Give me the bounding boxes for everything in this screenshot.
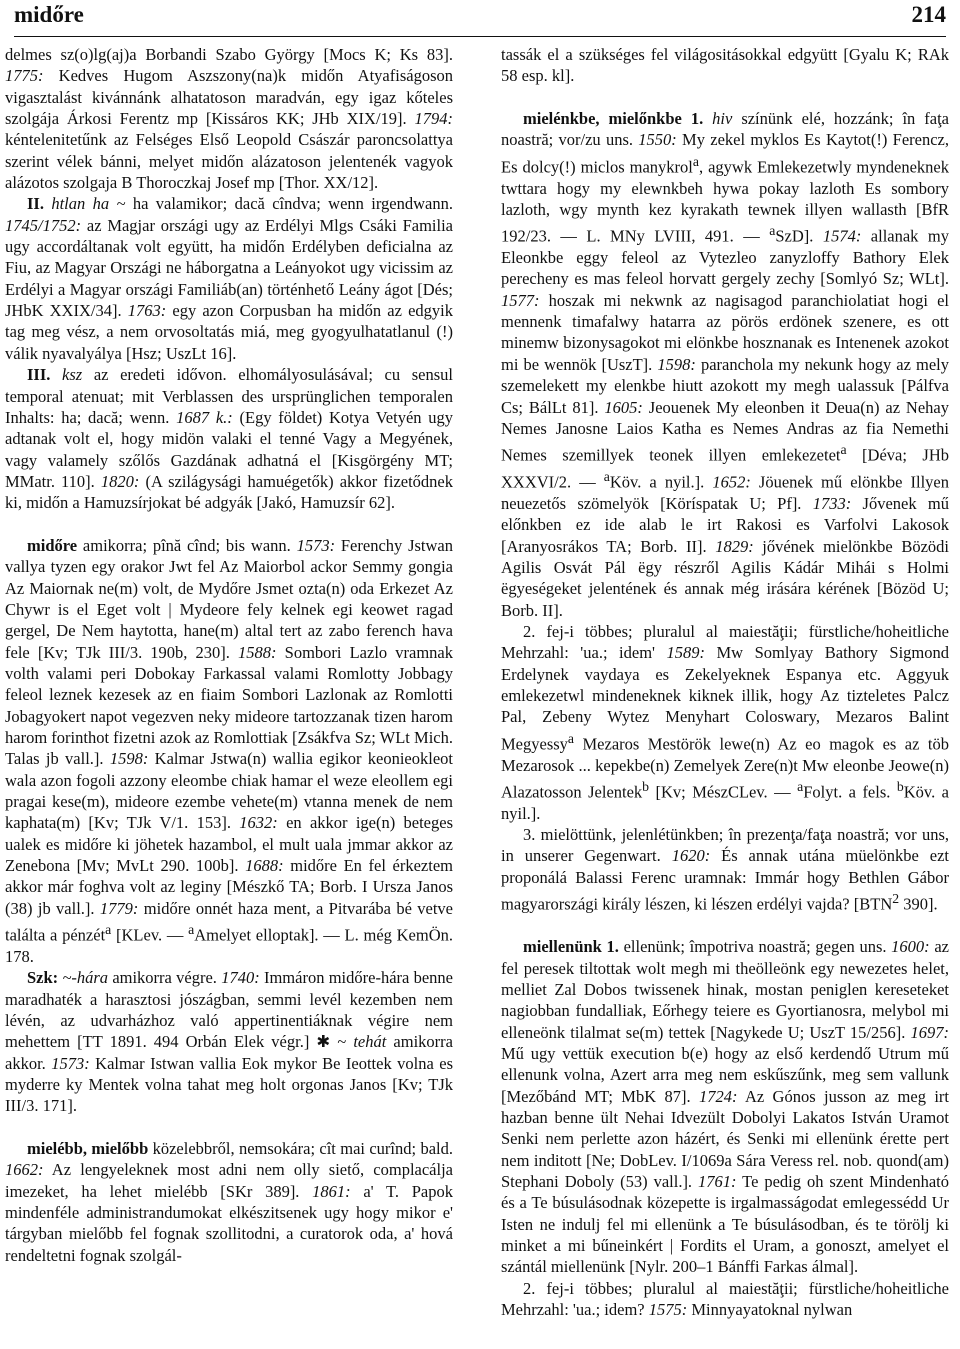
dictionary-paragraph: [5, 1138, 453, 1266]
entry-text: Az Gónos jusson az meg irt hazban benne ült Nehai Idvezült Dobolyi Lakatos István Uramot Senki nem perlette azon házért, és Senki mi ellenünk érette pert nem inditott [Ne; DobLev. I/1069a Sára Veress rel. nob. quond(am) Stephani Doboly (53) vall.].: [501, 1086, 949, 1192]
citation-marker: 1632:: [239, 813, 278, 833]
entry-headword: mielébb, mielőbb: [27, 1139, 149, 1159]
text-columns: [5, 44, 955, 1344]
footnote-marker: b: [896, 778, 904, 794]
entry-text: [Déva; JHb XXXVI/2. —: [501, 445, 949, 492]
entry-text: midőre En fel érkeztem akkor már foghva volt az leginy [Mészkő TA; Borb. I Ursza Janos (38) jb vall.].: [5, 856, 453, 918]
entry-headword: III.: [27, 365, 51, 385]
entry-text: a' T. Papok mindenféle administrandumokat elkészitsenek ugy hogy mikor e' tárgyban mielőbb fel fognak szollitodni, a curatorok oda, a' hová rendeltetni fognak szolgál-: [5, 1181, 453, 1265]
footnote-marker: b: [642, 778, 650, 794]
citation-marker: 1829:: [715, 536, 754, 556]
citation-marker: 1733:: [812, 493, 852, 513]
entry-text: ha valamikor; dacă cîndva; wenn irgendwann.: [125, 194, 453, 214]
citation-marker: 1652:: [712, 472, 751, 492]
entry-text: hoszak mi nekwnk az nagisagod paranchiolatiat hogi el mennenk timafalwy hatarra az pörös erdönek szenere, es ott minemw bizonysagokot mi elönkbe hosznanak es Intenenek azokot mi be wennök [UszT].: [501, 290, 949, 374]
citation-marker: htlan ha ~: [43, 194, 126, 214]
entry-text: Kalmar Jstwa(n) wallia egikor keonieokleot wala azon fogoli azzony eleombe chiak hamar el weze eleollem egi pragai kese(m), mideore ezembe vehete(m) vtanna menek de nem kaphata(m) [Kv; TJk V/1. 153].: [5, 749, 453, 833]
entry-text: jővének mielönkbe Bözödi Agilis Osvát Pál ëgy részről Agilis Kádár Mihái s Holmi ëgyeségeket jelentének és annak még irására kérének [Bözöd U; Borb. II].: [501, 536, 949, 620]
citation-marker: 1761:: [698, 1172, 737, 1192]
footnote-marker: a: [603, 469, 610, 485]
citation-marker: 1574:: [822, 226, 862, 246]
citation-marker: 1697:: [910, 1022, 949, 1042]
entry-text: Folyt. a fels.: [803, 782, 897, 802]
entry-text: amikorra végre.: [108, 968, 222, 988]
citation-marker: 1794:: [414, 109, 453, 129]
entry-text: Az lengyeleknek most adni nem olly siető, complacálja imezeket, ha lehet mielébb [SKr 389].: [5, 1160, 453, 1201]
dictionary-paragraph: [501, 621, 949, 824]
citation-marker: 1620:: [671, 846, 711, 866]
entry-text: SzD].: [775, 226, 823, 246]
entry-text: közelebbről, nemsokára; cît mai curînd; bald.: [148, 1139, 453, 1159]
running-headword: midőre: [14, 2, 84, 27]
entry-text: Köv. a nyil.].: [501, 782, 949, 823]
entry-text: amikorra akkor.: [5, 1032, 453, 1073]
entry-text: , agywk Emlekezetwly myndeneknek twttara hogy my elewnkbeh hywa pokay lazloth Es sombory lazloth, wgy mynth kez kyrakath tewnek illyen wallasth [BfR 192/23. — L. MNy LVIII, 491. —: [501, 157, 949, 246]
citation-marker: 1573:: [296, 535, 336, 555]
citation-marker: hiv: [703, 109, 733, 129]
entry-text: ellenünk; împotriva noastră; gegen uns.: [618, 937, 892, 957]
entry-text: Mezaros Mestörök lewe(n) Az eo magok es az töb Mezarosok ... kepekbe(n) Zemelyek Zere(n)t Mw eleonbe Jeowe(n) Alazatosson Jelentek: [501, 734, 949, 802]
footnote-marker: a: [769, 223, 776, 239]
entry-text: az Magjar országi ugy az Erdélyi Mlgs Csáki Familia ugy accordáltanak volt együtt, ha midőn Erdélyben deficialna az Fiu, az Magyar Országi ne háborgatna a Leányokot ugy vicissim az Erdélyi a Magyar országi Familiáb(an) történhető Leány ágot [Dés; JHbK XXIX/34].: [5, 215, 453, 321]
citation-marker: 1598:: [657, 354, 696, 374]
citation-marker: 1779:: [99, 898, 139, 918]
dictionary-paragraph: [5, 967, 453, 1116]
citation-marker: 1745/1752:: [5, 215, 82, 235]
citation-marker: ksz: [50, 365, 83, 385]
citation-marker: 1598:: [109, 749, 149, 769]
footnote-marker: a: [692, 153, 699, 169]
citation-marker: 1687 k.:: [176, 407, 233, 427]
entry-text: egy azon Corpusban ha midőn az edgyik tag meg vész, a nem orvosoltatás miá, meg gyogyulhatatlanul (!) válik nyavalyálya [Hsz; UszLt 16].: [5, 301, 453, 363]
entry-text: Jöuenek mű elönkbe Illyen neuezetős szömelyök [Köríspatak U; Pf].: [501, 472, 949, 513]
dictionary-paragraph: [501, 108, 949, 621]
citation-marker: 1550:: [638, 130, 677, 150]
entry-text: 2. fej-i többes; pluralul al maiestăţii; fürstliche/hoheitliche Mehrzahl: 'ua.; idem': [501, 621, 949, 663]
entry-headword: miellenünk 1.: [523, 937, 619, 957]
dictionary-paragraph: [501, 824, 949, 915]
entry-text: amikorra; pînă cînd; bis wann.: [77, 535, 297, 555]
entry-text: Köv. a nyil.].: [609, 472, 713, 492]
footnote-marker: a: [797, 778, 804, 794]
footnote-marker: a: [840, 442, 847, 458]
entry-text: színünk elé, hozzánk; în faţa noastră; vor/zu uns.: [501, 109, 949, 150]
citation-marker: 1775:: [5, 66, 44, 86]
running-head: [14, 0, 946, 37]
entry-text: midőre onnét haza ment, a Pitvarába bé vetve találta a pénzét: [5, 898, 453, 945]
entry-text: delmes sz(o)lg(aj)a Borbandi Szabo György [Mocs K; Ks 83].: [5, 45, 453, 64]
citation-marker: 1861:: [312, 1181, 351, 1201]
entry-text: Amelyet elloptak]. — L. még KemÖn. 178.: [5, 925, 453, 966]
entry-text: (Egy földet) Kotya Vetyén ugy adtanak volt el, hogy midön valaki el tenné Vagy a Megyének, vagy valamely szőlős Gazdának adhatná el [Kisgörgény MT; MMatr. 110].: [5, 407, 453, 491]
entry-text: az eredeti idővon. elhomályosulásával; cu sensul temporal atenuat; mit Verblassen des ursprünglichen temporalen Inhalts: ha; dacă; wenn.: [5, 365, 453, 427]
citation-marker: 1573:: [51, 1053, 90, 1073]
entry-text: Mű ugy vettük execution b(e) hogy az első kerdendő Utrum mű ellenunk volna, Azert arra meg nem eskűszűnk, meg sem vallunk [Mezőbánd MT; MbK 87].: [501, 1043, 949, 1106]
entry-text: kéntelenitetűnk az Felséges Első Leopold Császár paroncsolattya szerint vélek bánni, melyet midőn alázatoson jelentenék vagyok alázotos szolgaja B Thoroczkaj Josef mp [Thor. XX/12].: [5, 130, 453, 193]
citation-marker: 1588:: [238, 642, 277, 662]
left-column: [5, 44, 453, 1266]
citation-marker: 1605:: [604, 397, 643, 417]
entry-text: Kedves Hugom Aszszony(na)k midőn Atyafiságoson vigasztalást kivánnánk alhatatoson maradván, egy igaz kőteles szolgája Árkosi Ferentz mp [Kissáros KK; JHb XIX/19].: [5, 66, 453, 129]
entry-text: allanak my Eleonkbe eggy feleol az Vytezleo zanyzloffy Bathory Elek perecheny es mas feleol horvatt gergely zechy [Somlyó Sz; WLt].: [501, 226, 949, 289]
entry-text: en akkor ige(n) beteges ualek es midőre ki jöhetek hazambol, el mult uala jmmar akkor az Zenebona [Mv; MvLt 290. 100b].: [5, 813, 453, 876]
dictionary-paragraph: [5, 364, 453, 513]
footnote-marker: a: [567, 730, 575, 746]
entry-text: Mw Somlyay Bathory Sigmond Erdelynek vaydaya es Zekelyeknek Espanya etc. Aggyuk emlekezetwl mindeneknek kiknek illik, hogy Az tizteletes Palcz Pal, Zebeny Wytez Menyhart Coloswary, Mezaros Balint Megyessy: [501, 643, 949, 754]
dictionary-paragraph: [5, 44, 453, 193]
citation-marker: 1589:: [666, 643, 706, 663]
entry-text: az fel peresek tiltottak wolt megh mi theölleönk egy newezetes helet, melliet Zal Dobos twissenek hinak, mostan peniglen kereseteket nagiobban fundalliak, Eőrhegy teiere es Gyortianosra, melybol mi elleneönk tilalmat se(m) tettek [Nagykede U; UszT 15/256].: [501, 937, 949, 1042]
citation-marker: 1820:: [100, 471, 140, 491]
dictionary-paragraph: [5, 535, 453, 967]
entry-text: Ferenchy Jstwan vallya tyzen egy orakor Jwt fel Az Maiorbol ackor Semmy gongia Az Maiornak ne(m) volt, de Mydőre Jsmet ozta(n) oda Erkezet Az Chywr is el Eget volt | Mydeore fely kelnek egi keowet ragad gergel, De Nem haytotta, hane(m) altal tert az zabo ferench hava fele [Kv; TJk III/3. 190b, 230].: [5, 535, 453, 662]
entry-headword: mielénkbe, mielőnkbe 1.: [523, 109, 704, 129]
citation-marker: 1740:: [221, 968, 260, 988]
citation-marker: 1577:: [501, 290, 540, 310]
citation-marker: 1575:: [648, 1300, 688, 1320]
footnote-marker: a: [105, 922, 112, 938]
citation-marker: 1688:: [245, 856, 284, 876]
entry-text: (A szilágysági hamuégetők) akkor fizetődnek ki, midőn a Hamuzsírjokat bé adgyák [Jakó, Hamuzsír 62].: [5, 471, 453, 513]
citation-marker: tehát: [353, 1032, 387, 1052]
entry-text: Immáron midőre-hára benne maradhaték a harasztosi jószágban, semmi levél kezemben nem lévén, az udvarházhoz való appertinentiáknak végire nem mehettem [TT 1891. 494 Orbán Elek végr.] ✱ ~: [5, 968, 453, 1052]
entry-text: 2. fej-i többes; pluralul al maiestăţii; fürstliche/hoheitliche Mehrzahl: 'ua.; idem?: [501, 1278, 949, 1320]
entry-text: My zekel myklos Es Kaytot(!) Ferencz, Es dolcy(!) miclos manykrol: [501, 130, 949, 177]
citation-marker: 1724:: [698, 1086, 738, 1106]
citation-marker: 1662:: [5, 1160, 44, 1180]
entry-text: tassák el a szükséges fel világositásokkal edgyütt [Gyalu K; RAk 58 esp. kl].: [501, 45, 949, 86]
entry-text: És annak utána müelönkbe ezt proponálá Balassi Ferenc uramnak: Immár hogy Bethlen Gábor magyarországi király lészen, ki lészen erdélyi vajda? [BTN: [501, 846, 949, 914]
citation-marker: ~-hára: [58, 968, 109, 988]
footnote-marker: 2: [892, 891, 900, 907]
right-column: [501, 44, 949, 1320]
entry-text: 390].: [899, 894, 938, 914]
citation-marker: 1763:: [127, 301, 167, 321]
entry-text: 3. mielöttünk, jelenlétünkben; în prezenţa/faţa noastră; vor uns, in unserer Gegenwart.: [501, 825, 949, 866]
entry-text: [Kv; MészCLev. —: [649, 782, 798, 802]
citation-marker: 1600:: [891, 937, 930, 957]
footnote-marker: a: [188, 922, 195, 938]
entry-text: [KLev. —: [111, 925, 189, 945]
entry-text: Sombori Lazlo vramnak volth valami peri Dobokay Farkassal valami Romlotty Jobbagy feleol leznek kezesek az en fiaim Sombori Lazlonak az Romlotti Jobagyokert napot vegezven neky mideore tartozzanak tizen harom harom forinthot fizetni azok az Romlottiak [Zsákfva Sz; WLt Mich. Talas jb vall.].: [5, 642, 453, 769]
entry-text: Minnyayatoknal nylwan: [687, 1300, 853, 1320]
entry-text: Te pedig oh szent Mindenható és a Te búsulásodnak közepette is irgalmasságodat emlegessédd Ur Isten ne indulj fel mi ellenünk a Te búsulásodban, és te törölj ki minket a mi bűneinkért | Fordits el Uram, a gonoszt, amelyet el szántál miellenünk [Nylr. 200–1 Bánffi Farkas álmal].: [501, 1172, 949, 1277]
entry-headword: midőre: [27, 535, 78, 555]
page-number: 214: [911, 2, 946, 27]
dictionary-paragraph: [501, 1278, 949, 1321]
entry-text: Jővenek mű előnkben ez ide alab le irt Rakosi es Varfolvi Lakosok [Aranyosrákos TA; Borb. II].: [501, 493, 949, 556]
entry-text: Jeouenek My eleonben it Deua(n) az Nehay Nemes Janosne Laios Katha es Nemes Andras az fia Nemethi Nemes szemillyek teonek illyen emlekezetet: [501, 397, 949, 465]
entry-headword: II.: [27, 194, 44, 214]
dictionary-paragraph: [501, 936, 949, 1278]
entry-text: paranchola my nekunk hogy az mely szemelekett my elenkbe hiutt azokott my megh ualassuk [Pálfva Cs; BálLt 81].: [501, 354, 949, 417]
entry-headword: Szk:: [27, 968, 59, 988]
dictionary-paragraph: [501, 44, 949, 87]
dictionary-paragraph: [5, 193, 453, 364]
entry-text: Kalmar Istwan vallia Eok mykor Be Ieottek volna es myderre ky Mentek volna tahat meg holt orgonas Janos [Kv; TJk III/3. 171].: [5, 1053, 453, 1116]
